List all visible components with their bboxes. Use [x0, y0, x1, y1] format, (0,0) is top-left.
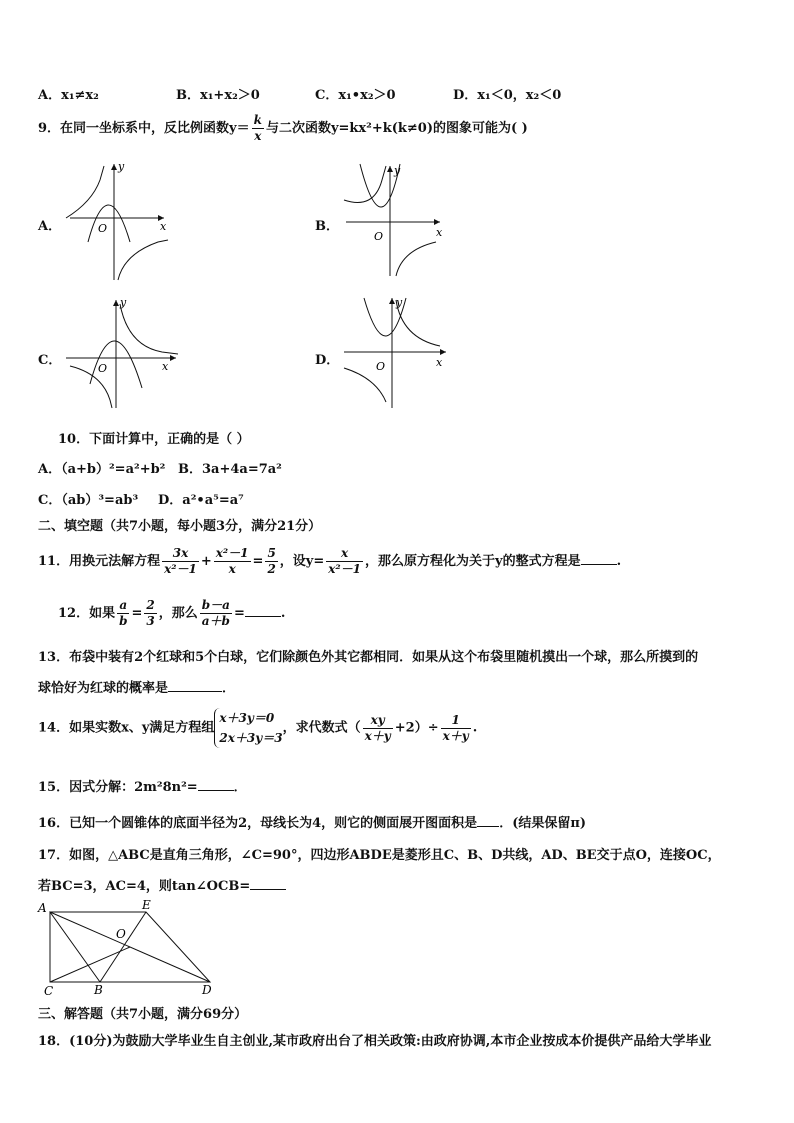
q14-end: .: [472, 720, 478, 736]
q9-frac-num: k: [253, 113, 262, 127]
q11-f3-den: 2: [267, 562, 276, 576]
graph-d-origin: O: [376, 360, 386, 373]
q14-mid2: +2）÷: [394, 720, 439, 736]
q13-line-1: 13．布袋中装有2个红球和5个白球，它们除颜色外其它都相同．如果从这个布袋里随机摸出一个球，那么所摸到的: [38, 650, 699, 665]
q12-post: =: [233, 606, 245, 621]
q11-plus: +: [200, 554, 212, 569]
q16-text: 16．已知一个圆锥体的底面半径为2，母线长为4，则它的侧面展开图面积是: [38, 816, 478, 831]
q14-f1-den: x＋y: [364, 728, 391, 743]
graph-a-y-label: y: [118, 160, 125, 173]
q11-frac-2: [214, 546, 251, 577]
q14-f1-num: xy: [363, 713, 393, 729]
q10-option-b: B．3a+4a=7a²: [178, 462, 282, 477]
q12-frac-3: [200, 598, 232, 629]
graph-b-origin: O: [374, 230, 384, 243]
q14-f2-den: x＋y: [442, 728, 469, 743]
q11-f2-den: x: [228, 562, 236, 576]
q12: [58, 598, 285, 629]
q18-text: 18．(10分)为鼓励大学毕业生自主创业,某市政府出台了相关政策:由政府协调,本市企业按成本价提供产品给大学毕业: [38, 1034, 712, 1049]
q17-line-2-text: 若BC=3，AC=4，则tan∠OCB=: [38, 879, 251, 894]
q12-frac-2: [144, 598, 156, 629]
q17-label-B: B: [94, 983, 103, 997]
q12-frac-1: [117, 598, 129, 629]
q8-option-c: C．x₁•x₂＞0: [315, 88, 396, 103]
graph-b-y-label: y: [394, 164, 401, 177]
q15-end: ．: [233, 780, 247, 795]
q12-pre: 12．如果: [58, 606, 116, 621]
graph-a-x-label: x: [160, 220, 167, 233]
graph-c-x-label: x: [162, 360, 169, 373]
q11-f1-num: 3x: [162, 546, 199, 562]
q10-option-d: D．a²•a⁵=a⁷: [158, 493, 244, 508]
q9-stem-pre: 9．在同一坐标系中，反比例函数y＝: [38, 121, 250, 136]
q11-post: ，那么原方程化为关于y的整式方程是: [365, 554, 581, 569]
q17-label-E: E: [142, 898, 151, 912]
q14-frac-1: [363, 713, 393, 744]
q11-f3-num: 5: [267, 546, 276, 560]
q11-end: .: [616, 554, 622, 569]
q9-fraction: [252, 113, 264, 144]
q12-f3-den: a＋b: [201, 614, 230, 628]
graph-c-origin: O: [98, 362, 108, 375]
graph-b-x-label: x: [436, 226, 443, 239]
q11-frac-1: [162, 546, 199, 577]
q11-f2-num: x²－1: [215, 546, 249, 560]
q12-answer-blank[interactable]: [245, 604, 281, 617]
q13-line-2: [38, 677, 235, 696]
q17-answer-blank[interactable]: [250, 877, 286, 890]
q9-graph-a: [62, 158, 174, 284]
q14: [38, 708, 477, 748]
q9-frac-den: x: [254, 129, 262, 143]
q12-mid: ，那么: [158, 606, 198, 621]
q12-end: .: [280, 606, 286, 621]
q11-f4-den: x²－1: [328, 562, 362, 576]
q11-answer-blank[interactable]: [581, 552, 617, 565]
q12-eq: =: [131, 606, 143, 621]
q13-end: ．: [222, 681, 236, 696]
q12-f1-num: a: [117, 598, 129, 614]
q15-answer-blank[interactable]: [198, 778, 234, 791]
q8-option-b: B．x₁+x₂＞0: [176, 88, 260, 103]
q14-eq-2: 2x＋3y＝3: [219, 731, 283, 745]
q17-rhombus-figure: [36, 898, 216, 998]
q17-line-2: [38, 875, 286, 894]
q9-stem: [38, 113, 528, 144]
q12-f3-num: b－a: [201, 598, 230, 612]
q12-f1-den: b: [119, 614, 128, 628]
q14-equation-system: [214, 708, 282, 748]
q16: [38, 812, 586, 831]
section-2-heading: 二、填空题（共7小题，每小题3分，满分21分）: [38, 519, 322, 534]
graph-d-x-label: x: [436, 356, 443, 369]
q17-label-D: D: [202, 983, 212, 997]
q9-label-c: C．: [38, 353, 62, 368]
q9-graph-d: [340, 294, 452, 412]
q17-label-O: O: [116, 927, 126, 941]
section-3-heading: 三、解答题（共7小题，满分69分）: [38, 1007, 248, 1022]
graph-d-y-label: y: [396, 296, 403, 309]
q15: [38, 776, 247, 795]
q14-eq-1: x＋3y＝0: [219, 711, 275, 725]
q16-answer-blank[interactable]: [477, 814, 499, 827]
q12-f2-num: 2: [146, 598, 155, 612]
q9-label-a: A．: [38, 219, 62, 234]
q9-graph-c: [62, 296, 182, 412]
q15-text: 15．因式分解：2m²8n²=: [38, 780, 198, 795]
q9-label-b: B．: [315, 219, 339, 234]
q14-frac-2: [441, 713, 471, 744]
q17-label-A: A: [38, 901, 47, 915]
q12-f2-den: 3: [146, 614, 155, 628]
q14-pre: 14．如果实数x、y满足方程组: [38, 720, 215, 736]
q11-frac-3: [265, 546, 277, 577]
q8-option-d: D．x₁＜0，x₂＜0: [453, 88, 562, 103]
q11-f1-den: x²－1: [164, 562, 197, 576]
q11-eq: =: [252, 554, 264, 569]
q13-line-2-text: 球恰好为红球的概率是: [38, 681, 169, 696]
q11-frac-4: [326, 546, 363, 577]
graph-a-origin: O: [98, 222, 108, 235]
q11-f4-num: x: [326, 546, 363, 562]
q10-stem: 10．下面计算中，正确的是（ ）: [58, 432, 250, 447]
q8-option-a: A．x₁≠x₂: [38, 88, 99, 103]
q17-label-C: C: [44, 984, 54, 998]
q16-end: ．(结果保留π): [499, 816, 587, 831]
q9-label-d: D．: [315, 353, 340, 368]
q9-graph-b: [340, 160, 446, 280]
q11: [38, 546, 621, 577]
q13-answer-blank[interactable]: [168, 679, 222, 692]
graph-c-y-label: y: [120, 296, 127, 309]
q14-f2-num: 1: [441, 713, 471, 729]
q10-option-c: C．（ab）³=ab³: [38, 493, 139, 508]
q14-mid: ，求代数式（: [282, 720, 361, 736]
q11-mid: ，设y=: [279, 554, 325, 569]
q10-option-a: A．（a+b）²=a²+b²: [38, 462, 166, 477]
q11-pre: 11．用换元法解方程: [38, 554, 161, 569]
q17-line-1: 17．如图，△ABC是直角三角形，∠C=90°，四边形ABDE是菱形且C、B、D共线，AD、BE交于点O，连接OC，: [38, 848, 721, 863]
q9-stem-post: 与二次函数y=kx²+k(k≠0)的图象可能为( ): [265, 121, 528, 136]
